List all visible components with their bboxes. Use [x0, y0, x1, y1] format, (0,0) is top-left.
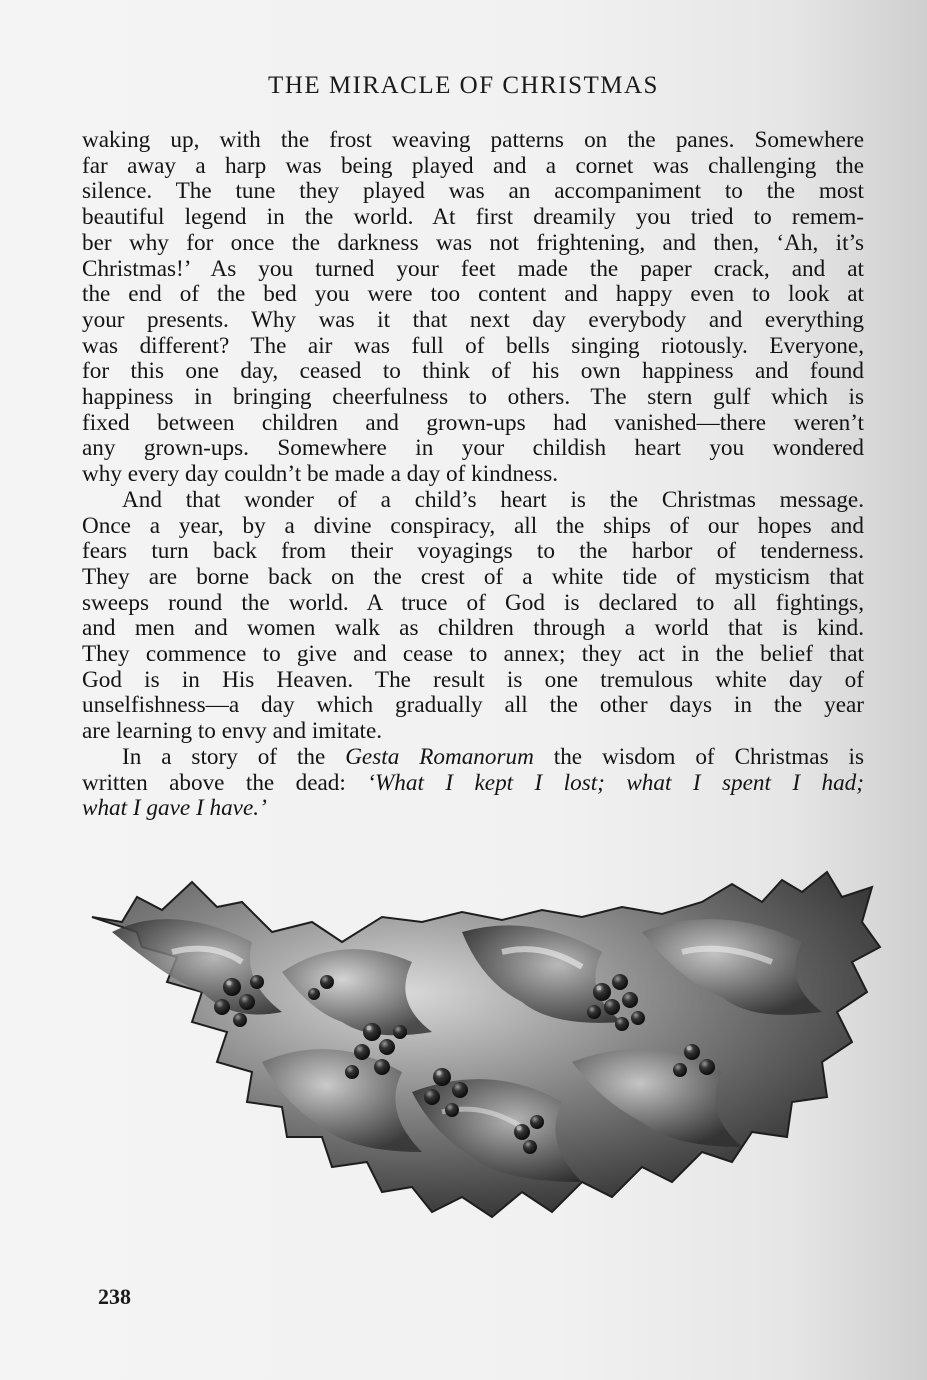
text-line: Once a year, by a divine conspiracy, all the ships of our hopes and	[82, 512, 864, 539]
text-line: silence. The tune they played was an accompaniment to the most	[82, 178, 864, 205]
book-title: Gesta Romanorum	[345, 743, 534, 770]
epitaph-quote: what I gave I have.’	[82, 795, 267, 822]
text-line: far away a harp was being played and a cornet was challenging the	[82, 152, 864, 179]
text-line: They commence to give and cease to annex; they act in the belief that	[82, 641, 864, 668]
paragraph-1	[82, 128, 864, 488]
paragraph-3	[82, 745, 864, 822]
text-line: And that wonder of a child’s heart is the Christmas message.	[122, 486, 864, 513]
text-line: sweeps round the world. A truce of God is declared to all fightings,	[82, 589, 864, 616]
text-line	[82, 771, 864, 797]
text-line: waking up, with the frost weaving patterns on the panes. Somewhere	[82, 127, 864, 153]
text-line: are learning to envy and imitate.	[82, 718, 383, 745]
page-number: 238	[98, 1284, 131, 1309]
paragraph-2	[82, 488, 864, 745]
text-line: fixed between children and grown-ups had vanished—there weren’t	[82, 409, 864, 436]
text-fragment: In a story of the	[122, 743, 346, 770]
body-text	[82, 128, 864, 822]
epitaph-quote: ‘What I kept I lost; what I spent I had;	[367, 769, 864, 796]
text-fragment: written above the dead:	[82, 769, 368, 796]
text-line: the end of the bed you were too content and happy even to look at	[82, 281, 864, 308]
text-line: unselfishness—a day which gradually all the other days in the year	[82, 692, 864, 719]
text-line: why every day couldn’t be made a day of kindness.	[82, 461, 559, 488]
text-line	[82, 745, 864, 771]
text-line: ber why for once the darkness was not frightening, and then, ‘Ah, it’s	[82, 229, 864, 256]
text-line: for this one day, ceased to think of his own happiness and found	[82, 358, 864, 385]
text-line: God is in His Heaven. The result is one tremulous white day of	[82, 666, 864, 693]
text-line: your presents. Why was it that next day everybody and everything	[82, 306, 864, 333]
holly-sprig-icon	[82, 862, 882, 1222]
text-line: and men and women walk as children through a world that is kind.	[82, 615, 864, 642]
text-line: Christmas!’ As you turned your feet made the paper crack, and at	[82, 255, 864, 282]
running-head: THE MIRACLE OF CHRISTMAS	[268, 72, 659, 99]
text-line: any grown-ups. Somewhere in your childish heart you wondered	[82, 435, 864, 462]
text-line: happiness in bringing cheerfulness to others. The stern gulf which is	[82, 384, 864, 411]
text-line	[82, 796, 864, 822]
text-line: fears turn back from their voyagings to the harbor of tenderness.	[82, 538, 864, 565]
text-line: beautiful legend in the world. At first dreamily you tried to remem-	[82, 204, 864, 231]
text-line: They are borne back on the crest of a white tide of mysticism that	[82, 563, 864, 590]
text-fragment: the wisdom of Christmas is	[533, 743, 864, 770]
text-line: was different? The air was full of bells singing riotously. Everyone,	[82, 332, 864, 359]
